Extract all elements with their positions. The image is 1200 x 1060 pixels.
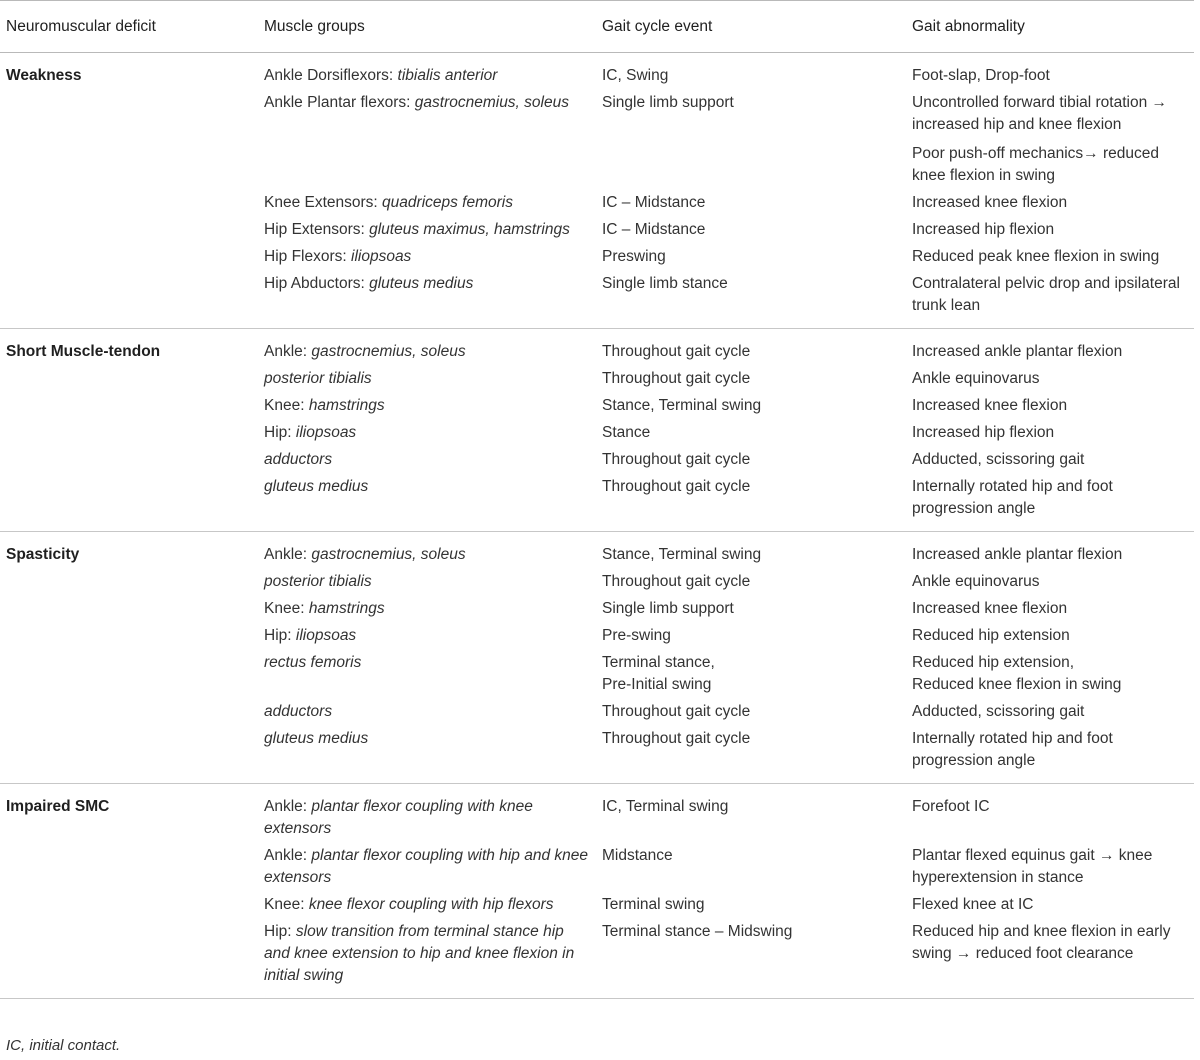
abnormality-cell: Contralateral pelvic drop and ipsilateral trunk lean (906, 270, 1194, 328)
abnormality-cell: Plantar flexed equinus gait → knee hyperextension in stance (912, 846, 1153, 886)
table-row (0, 328, 1194, 365)
table-row (0, 419, 1194, 446)
event-cell: Terminal stance – Midswing (596, 918, 906, 998)
table-header-row (0, 1, 1194, 53)
muscle-cell: gluteus medius (258, 725, 596, 783)
abnormality-cell: Reduced hip extension (912, 626, 1070, 644)
table-row (0, 918, 1194, 998)
event-cell: Throughout gait cycle (596, 473, 906, 531)
table-row (0, 891, 1194, 918)
table-row (0, 243, 1194, 270)
abnormality-cell: Adducted, scissoring gait (912, 702, 1085, 720)
event-cell: Midstance (602, 846, 673, 864)
event-cell: Stance, Terminal swing (602, 396, 762, 414)
abnormality-cell: Reduced peak knee flexion in swing (912, 247, 1160, 265)
muscle-cell: Ankle: plantar flexor coupling with knee extensors (264, 797, 533, 837)
table-row (0, 725, 1194, 783)
header-gait-event: Gait cycle event (596, 1, 906, 53)
event-cell: Stance (602, 423, 651, 441)
event-cell: Preswing (602, 247, 666, 265)
abnormality-cell: Poor push-off mechanics→ reduced knee flexion in swing (912, 144, 1159, 184)
muscle-cell: Hip: iliopsoas (264, 626, 357, 644)
muscle-cell: Ankle: plantar flexor coupling with hip and knee extensors (264, 846, 588, 886)
table-row (0, 53, 1194, 90)
muscle-cell: adductors (264, 702, 333, 720)
event-cell: Throughout gait cycle (602, 450, 751, 468)
muscle-cell: Ankle Dorsiflexors: tibialis anterior (264, 67, 498, 84)
abnormality-cell: Increased ankle plantar flexion (912, 545, 1123, 563)
event-cell: Stance, Terminal swing (602, 545, 762, 563)
event-cell: Throughout gait cycle (602, 572, 751, 590)
table-row (0, 842, 1194, 891)
event-cell: Throughout gait cycle (602, 342, 751, 360)
muscle-cell: Ankle Plantar flexors: gastrocnemius, soleus (264, 94, 569, 111)
muscle-cell: Knee: hamstrings (264, 599, 385, 617)
abnormality-cell: Uncontrolled forward tibial rotation → increased hip and knee flexion (912, 94, 1168, 133)
event-cell: IC – Midstance (602, 193, 706, 211)
muscle-cell: Knee: knee flexor coupling with hip flexors (264, 895, 554, 913)
muscle-cell: posterior tibialis (264, 572, 372, 590)
abnormality-cell: Ankle equinovarus (912, 572, 1040, 590)
abnormality-cell: Adducted, scissoring gait (912, 450, 1085, 468)
event-cell: Single limb support (602, 599, 734, 617)
table-row (0, 473, 1194, 531)
event-cell: Throughout gait cycle (596, 725, 906, 783)
abnormality-cell: Increased hip flexion (912, 423, 1055, 441)
table-row (0, 649, 1194, 698)
muscle-cell: Knee Extensors: quadriceps femoris (264, 193, 513, 211)
muscle-cell: rectus femoris (264, 653, 362, 671)
table-row (0, 783, 1194, 842)
header-muscle-groups: Muscle groups (258, 1, 596, 53)
event-cell: Single limb stance (596, 270, 906, 328)
table-row (0, 446, 1194, 473)
deficit-label: Spasticity (6, 545, 80, 563)
table-row (0, 698, 1194, 725)
header-gait-abnormality: Gait abnormality (906, 1, 1194, 53)
muscle-cell: Hip Abductors: gluteus medius (258, 270, 596, 328)
table-row (0, 595, 1194, 622)
event-cell: Terminal swing (602, 895, 705, 913)
abnormality-cell: Flexed knee at IC (912, 895, 1034, 913)
abnormality-cell: Increased knee flexion (912, 599, 1068, 617)
muscle-cell: Hip Extensors: gluteus maximus, hamstrings (264, 220, 570, 238)
deficit-label: Short Muscle-tendon (6, 342, 161, 360)
muscle-cell: adductors (264, 450, 333, 468)
event-cell: Throughout gait cycle (602, 702, 751, 720)
table-row (0, 270, 1194, 328)
table-row (0, 90, 1194, 139)
abnormality-cell: Increased ankle plantar flexion (912, 342, 1123, 360)
table-row (0, 189, 1194, 216)
table-row (0, 216, 1194, 243)
abnormality-cell: Forefoot IC (912, 797, 990, 815)
event-cell: IC, Terminal swing (602, 797, 729, 815)
abnormality-cell: Increased knee flexion (912, 193, 1068, 211)
muscle-cell: gluteus medius (258, 473, 596, 531)
muscle-cell: Hip: iliopsoas (264, 423, 357, 441)
abnormality-cell: Increased knee flexion (912, 396, 1068, 414)
abnormality-cell: Internally rotated hip and foot progression angle (906, 725, 1194, 783)
abnormality-cell: Reduced hip and knee flexion in early swing → reduced foot clearance (906, 918, 1194, 998)
muscle-cell: posterior tibialis (264, 369, 372, 387)
event-cell: Terminal stance, Pre-Initial swing (602, 653, 715, 693)
table-row (0, 392, 1194, 419)
event-cell: Throughout gait cycle (602, 369, 751, 387)
event-cell: IC – Midstance (602, 220, 706, 238)
abnormality-cell: Increased hip flexion (912, 220, 1055, 238)
abnormality-cell: Ankle equinovarus (912, 369, 1040, 387)
deficit-label: Weakness (6, 67, 82, 84)
table-row (0, 622, 1194, 649)
abnormality-cell: Reduced hip extension, Reduced knee flexion in swing (912, 653, 1122, 693)
table-row (0, 365, 1194, 392)
deficit-label: Impaired SMC (6, 797, 110, 815)
event-cell: IC, Swing (602, 67, 669, 84)
event-cell: Pre-swing (602, 626, 671, 644)
muscle-cell: Hip Flexors: iliopsoas (264, 247, 412, 265)
event-cell: Single limb support (602, 94, 734, 111)
muscle-cell: Knee: hamstrings (264, 396, 385, 414)
abnormality-cell: Foot-slap, Drop-foot (912, 67, 1050, 84)
table-row (0, 531, 1194, 568)
muscle-cell: Ankle: gastrocnemius, soleus (264, 545, 466, 563)
table-row (0, 139, 1194, 190)
table-row (0, 568, 1194, 595)
table-footnote: IC, initial contact. (6, 1037, 121, 1054)
muscle-cell: Ankle: gastrocnemius, soleus (264, 342, 466, 360)
header-deficit: Neuromuscular deficit (0, 1, 258, 53)
abnormality-cell: Internally rotated hip and foot progression angle (906, 473, 1194, 531)
muscle-cell: Hip: slow transition from terminal stance hip and knee extension to hip and knee flexion in initial swing (258, 918, 596, 998)
